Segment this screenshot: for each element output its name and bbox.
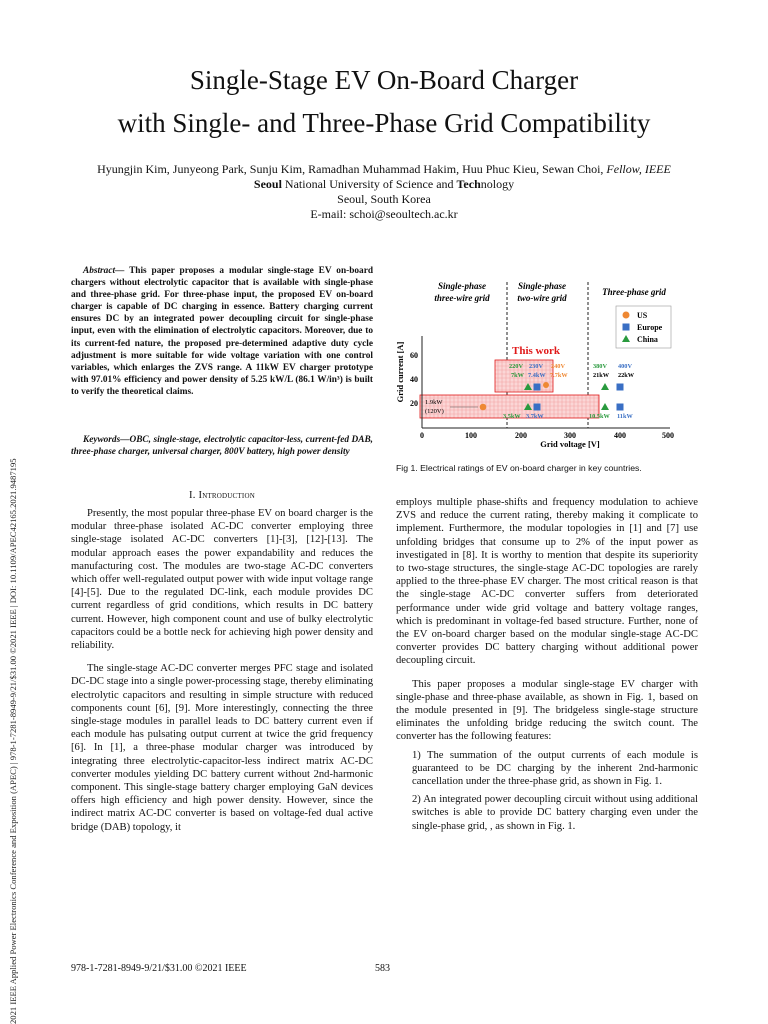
region-label-single-two-wire: Single-phase xyxy=(517,281,567,291)
feature-item: 1) The summation of the output currents of each module is guaranteed to be DC charging by the inherent 2nd-harmonic cancellation under the three-phase grid, as shown in Fig. 1. xyxy=(412,749,698,788)
x-tick-label: 400 xyxy=(614,431,626,440)
author-email: E-mail: schoi@seoultech.ac.kr xyxy=(310,207,458,221)
x-tick-label: 200 xyxy=(515,431,527,440)
this-work-label: This work xyxy=(512,345,560,357)
affiliation-seoul: Seoul xyxy=(253,177,282,191)
affiliation xyxy=(40,177,728,192)
affiliation-end: nology xyxy=(480,177,515,191)
point-label: 7kW xyxy=(511,372,524,379)
x-tick-label: 300 xyxy=(564,431,576,440)
x-tick-label: 500 xyxy=(662,431,674,440)
data-point-europe xyxy=(617,404,624,411)
affiliation-tech: Tech xyxy=(456,177,481,191)
legend-europe-marker xyxy=(623,324,630,331)
y-axis-label: Grid current [A] xyxy=(395,341,405,403)
point-label: (120V) xyxy=(425,408,444,415)
data-point-us xyxy=(480,404,487,411)
point-label: 400V xyxy=(618,363,632,370)
data-point-china xyxy=(601,403,609,410)
point-label: 230V xyxy=(529,363,543,370)
section-title: Introduction xyxy=(198,490,255,501)
region-label-single-three-wire: Single-phase xyxy=(437,281,487,291)
author-list xyxy=(40,162,728,177)
keywords xyxy=(71,434,373,458)
author-fellow: Fellow, IEEE xyxy=(606,162,671,176)
paragraph: Presently, the most popular three-phase EV on board charger is the modular three-phase isolated AC-DC converter employing three single-stage isolated AC-DC converters [1]-[3], [12]-[13]. The modular approach eases the power expandability and reduces the manufacturing cost. The modules are two-stage AC-DC converters which offer well-regulated output power with wide input voltage range [4]-[5]. Due to the regulated DC-link, each module provides DC current regardless of grid conditions, which results in DC battery current. However, high component count and use of bulky electrolytic capacitors could be a bottle neck for achieving high power density and reliability. xyxy=(71,508,373,652)
point-label: 21kW xyxy=(593,372,610,379)
author-names: Hyungjin Kim, Junyeong Park, Sunju Kim, Ramadhan Muhammad Hakim, Huu Phuc Kieu, Sewan Choi, xyxy=(97,162,604,176)
sidebar-doi-text: 2021 IEEE Applied Power Electronics Conference and Exposition (APEC) | 978-1-7281-8949-9/21/$31.00 ©2021 IEEE | DOI: 10.1109/APEC42165.2021.9487195 xyxy=(8,458,18,1024)
point-label: 22kW xyxy=(618,372,635,379)
point-label: 7.4kW xyxy=(528,372,546,379)
legend-china: China xyxy=(637,335,658,344)
intro-left-column xyxy=(71,507,373,834)
point-label: 3.5kW xyxy=(503,413,521,420)
abstract-label: Abstract xyxy=(83,266,116,276)
region-label-single-three-wire-b: three-wire grid xyxy=(434,293,490,303)
paper-title-line1: Single-Stage EV On-Board Charger xyxy=(189,65,579,95)
page-number: 583 xyxy=(375,963,390,974)
point-label: 3.7kW xyxy=(526,413,544,420)
region-label-single-two-wire-b: two-wire grid xyxy=(517,293,567,303)
affiliation-mid: National University of Science and xyxy=(281,177,457,191)
feature-item: 2) An integrated power decoupling circuit without using additional switches is able to provide DC battery charging even under the single-phase grid, , as shown in Fig. 1. xyxy=(412,794,698,832)
y-tick-label: 60 xyxy=(410,351,418,360)
paper-title-line2: with Single- and Three-Phase Grid Compatibility xyxy=(117,108,651,138)
point-label: 11kW xyxy=(617,413,633,420)
abstract-text: — This paper proposes a modular single-stage EV on-board chargers without electrolytic capacitor that is available with single-phase and three-phase grid. For three-phase input, the proposed EV on-board charger is capable of DC charging in essence. Battery charging current ensures DC by an integrated power decoupling circuit for single-phase input, even with the elimination of electrolytic capacitors. Moreover, due to its current-fed nature, the proposed pre-determined adaptive duty cycle adjustment is more suitable for wide voltage variation with one control variables, which enlarges the ZVS range. A 11kW EV charger prototype with 97.01% efficiency and power density of 5.25 kW/L (86.1 W/in³) is built to verify the theoretical claims. xyxy=(71,266,373,397)
point-label: 7.7kW xyxy=(550,372,568,379)
legend-us-marker xyxy=(623,312,630,319)
fig1-chart xyxy=(392,272,692,454)
x-tick-label: 100 xyxy=(465,431,477,440)
x-axis-label: Grid voltage [V] xyxy=(540,439,600,449)
x-tick-label: 0 xyxy=(420,431,424,440)
legend-europe: Europe xyxy=(637,323,663,332)
y-tick-label: 20 xyxy=(410,399,418,408)
keywords-text: —OBC, single-stage, electrolytic capacitor-less, current-fed DAB, three-phase charger, universal charger, 800V battery, high power density xyxy=(71,435,373,458)
section-heading-intro xyxy=(71,489,373,502)
region-label-three-phase: Three-phase grid xyxy=(602,287,666,297)
footer-copyright: 978-1-7281-8949-9/21/$31.00 ©2021 IEEE xyxy=(71,963,247,974)
paragraph: This paper proposes a modular single-stage EV charger with single-phase and three-phase available, as shown in Fig. 1, based on the module presented in [9]. The bridgeless single-stage structure eliminates the unfolding bridge reducing the switch count. The converter has the following features: xyxy=(396,678,698,743)
data-point-europe xyxy=(534,404,541,411)
data-point-europe xyxy=(534,384,541,391)
data-point-europe xyxy=(617,384,624,391)
point-label: 220V xyxy=(509,363,523,370)
intro-right-column xyxy=(396,496,698,833)
point-label: 10.5kW xyxy=(589,413,610,420)
point-label: 240V xyxy=(551,363,565,370)
point-label: 380V xyxy=(593,363,607,370)
figure-caption: Fig 1. Electrical ratings of EV on-board charger in key countries. xyxy=(396,463,642,473)
point-label: 1.9kW xyxy=(425,399,443,406)
section-number: I. xyxy=(189,490,196,501)
data-point-us xyxy=(543,382,549,388)
data-point-china xyxy=(601,383,609,390)
paragraph: The single-stage AC-DC converter merges PFC stage and isolated DC-DC stage into a single power-processing stage, thereby eliminating electrolytic capacitors and resulting in simple structure with reduced components count [6], [9]. More interestingly, connecting the three single-stage modules in parallel leads to DC battery current even if each module has pulsating output current at twice the grid frequency [6]. In [1], a three-phase modular charger was introduced by integrating three electrolytic-capacitor-less indirect matrix AC-DC converter modules yielding DC battery current without 2nd-harmonic component. This single-stage battery charger employing GaN devices offers high efficiency and high power density. However, since the indirect matrix AC-DC converter is based on voltage-fed dual active bridge (DAB) topology, it xyxy=(71,663,373,833)
legend-us: US xyxy=(637,311,648,320)
y-tick-label: 40 xyxy=(410,375,418,384)
paragraph: employs multiple phase-shifts and frequency modulation to achieve ZVS and reduce the current rating, thereby making it complicate to implement. Furthermore, the modular topologies in [1] and [7] use unfolding bridges that consume up to 2% of the input power as investigated in [8]. It is worthy to mention that despite its superiority to two-stage structures, the single-stage AC-DC topologies are rarely applied to the three-phase EV charger. The most critical reason is that the single-stage AC-DC converter suffers from deteriorated performance under wide grid voltage and battery voltage ranges, which is predominant in voltage-fed based structure. Further, none of the EV on-board charger based on the modular single-stage AC-DC converter provides DC battery charging without additional power decoupling circuit. xyxy=(396,497,698,667)
keywords-label: Keywords xyxy=(83,435,121,445)
author-city: Seoul, South Korea xyxy=(337,192,431,206)
abstract xyxy=(71,265,373,398)
